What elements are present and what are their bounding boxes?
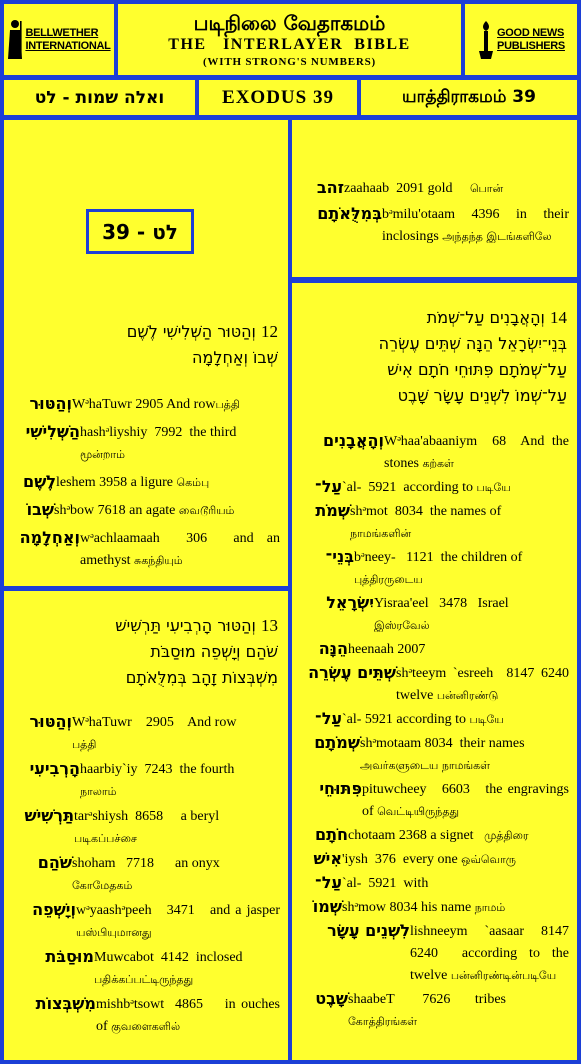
hebrew-word: וְהַטּוּר: [29, 712, 72, 731]
hebrew-word: בְּנֵי־: [325, 547, 354, 566]
hebrew-word: לֶשֶׁם: [23, 472, 56, 491]
hebrew-word: וְהָאֲבָנִים: [323, 431, 384, 450]
gloss-text: shᵊmow 8034 his name: [342, 900, 472, 915]
tamil-gloss: பத்தி: [72, 738, 97, 751]
gloss-text: pituwcheey 6603 the engravings of: [362, 782, 573, 819]
tamil-gloss: பன்னிரண்டு: [436, 689, 499, 702]
gloss-text: `al- 5921 according to: [342, 712, 467, 727]
verse-number: 14: [550, 308, 567, 327]
tamil-gloss: நாலாம்: [80, 785, 117, 798]
hebrew-word: וְאַחְלָמָה: [19, 528, 80, 547]
good-news-logo: [477, 19, 565, 61]
logo-line-1: BELLWETHER: [25, 26, 99, 39]
word-entry: [12, 500, 280, 522]
tamil-gloss: ஒவ்வொரு: [461, 853, 516, 866]
hebrew-word: עַל־: [315, 477, 342, 496]
hebrew-word: שָׁבֶט: [315, 989, 348, 1008]
tamil-gloss: நாமங்களின்: [350, 527, 412, 540]
tamil-gloss: பதிக்கப்பட்டிருந்தது: [94, 973, 194, 986]
shepherd-figure-icon: [7, 19, 23, 61]
gloss-text: tarᵊshiysh 8658 a beryl: [74, 809, 220, 824]
tamil-gloss: கோமேதகம்: [72, 879, 133, 892]
gloss-text: shᵊteeym `esreeh 8147 6240 twelve: [396, 666, 576, 703]
hebrew-line: שֹׁהַם וְיָשְׁפֵה מוּסַבֹּת: [150, 642, 278, 661]
word-entry: [12, 806, 280, 850]
verse-11-end-panel: [292, 120, 577, 277]
hebrew-line: עַל־שְׁמוֹ לִשְׁנֵים עָשָׂר שָׁבֶט: [397, 386, 567, 405]
hebrew-word: הַשְּׁלִישִׁי: [25, 422, 80, 441]
gloss-text: wᵊyaashᵊpeeh 3471 and a jasper: [76, 903, 280, 918]
verse-12-entries: [12, 394, 284, 572]
gloss-text: chotaam 2368 a signet: [348, 828, 474, 843]
verse-14-panel: [292, 283, 577, 1060]
title-box: [118, 4, 461, 75]
tamil-gloss: வெட்டியிருந்தது: [377, 805, 460, 818]
hebrew-word: הֵנָּה: [318, 639, 348, 658]
page-title: THE INTERLAYER BIBLE: [168, 35, 411, 53]
word-entry: [300, 709, 569, 731]
word-entry: [300, 849, 569, 871]
word-entry: [300, 593, 569, 637]
hebrew-word: מִשְׁבְּצוֹת: [35, 994, 96, 1013]
word-entry: [300, 178, 569, 200]
gloss-text: haarbiy`iy 7243 the fourth: [80, 762, 235, 777]
gloss-text: WᵊhaTuwr 2905 And row: [72, 715, 237, 730]
tamil-gloss: சுகந்தியும்: [134, 554, 183, 567]
hebrew-word: שְׁתֵּים עֶשְׂרֵה: [308, 663, 396, 682]
word-entry: [300, 873, 569, 895]
word-entry: [300, 663, 576, 707]
hebrew-word: וְהַטּוּר: [29, 394, 72, 413]
hebrew-word: עַל־: [315, 709, 342, 728]
word-entry: [300, 897, 569, 919]
logo-line-2: INTERNATIONAL: [25, 39, 111, 52]
word-entry: [300, 501, 569, 545]
logo-line-2: PUBLISHERS: [497, 39, 565, 52]
word-entry: [12, 947, 280, 991]
gloss-text: mishbᵊtsowt 4865 in ouches of: [96, 997, 284, 1034]
page-subtitle: (WITH STRONG'S NUMBERS): [202, 55, 377, 68]
word-entry: [300, 989, 569, 1033]
gloss-text: shᵊmot 8034 the names of: [350, 504, 502, 519]
hebrew-word: חֹתָם: [314, 825, 348, 844]
gloss-text: wᵊachlaamaah 306 and an amethyst: [80, 531, 284, 568]
tamil-book-text: யாத்திராகமம் 39: [402, 86, 536, 107]
hebrew-word: מוּסַבֹּת: [45, 947, 94, 966]
verse-11-entries: [300, 178, 573, 248]
hebrew-word: שְׁמֹת: [315, 501, 350, 520]
hebrew-word: שְׁמוֹ: [312, 897, 342, 916]
gloss-text: heenaah 2007: [348, 642, 426, 657]
tamil-gloss: கற்கள்: [422, 457, 454, 470]
gloss-text: Muwcabot 4142 inclosed: [94, 950, 243, 965]
tamil-gloss: பொன்: [469, 182, 504, 195]
hebrew-line: עַל־שְׁמֹתָם פִּתּוּחֵי חֹתָם אִישׁ: [387, 360, 567, 379]
verse-number: 13: [261, 616, 278, 635]
bellwether-logo: [7, 19, 110, 61]
logo-line-1: GOOD NEWS: [497, 26, 565, 39]
tamil-gloss: அவர்களுடைய நாமங்கள்: [360, 759, 491, 772]
english-book-text: EXODUS 39: [222, 86, 334, 108]
tamil-gloss: நாமம்: [474, 901, 506, 914]
word-entry: [12, 759, 280, 803]
verse-14-entries: [300, 431, 576, 1033]
tamil-gloss: வைடூரியம்: [178, 504, 235, 517]
hebrew-word: בְּמִלֻּאֹתָם: [317, 204, 382, 223]
gloss-text: Yisraa'eel 3478 Israel: [374, 596, 509, 611]
word-entry: [12, 528, 284, 572]
word-entry: [300, 733, 569, 777]
tamil-gloss: யஸ்பியுமானது: [76, 926, 152, 939]
hebrew-line: וְהַטּוּר הַשְּׁלִישִׁי לֶשֶׁם: [126, 322, 256, 341]
hebrew-word: יִשְׂרָאֵל: [326, 593, 374, 612]
gloss-text: bᵊneey- 1121 the children of: [354, 550, 523, 565]
gloss-text: shaabeT 7626 tribes: [348, 992, 506, 1007]
gloss-text: `al- 5921 with: [342, 876, 429, 891]
word-entry: [300, 477, 569, 499]
gloss-text: WᵊhaTuwr 2905 And row: [72, 397, 216, 412]
title-tamil: படிநிலை வேதாகமம்: [193, 10, 386, 35]
hebrew-book-label: [4, 80, 195, 115]
verse-13-panel: [4, 591, 288, 1060]
verse-12-hebrew: [4, 319, 288, 371]
word-entry: [300, 204, 573, 248]
chapter-badge-text: 39 - לט: [102, 219, 178, 244]
gloss-text: leshem 3958 a ligure: [56, 475, 174, 490]
word-entry: [300, 825, 569, 847]
tamil-gloss: படியே: [469, 713, 504, 726]
publisher-logo-left-box: [4, 4, 114, 75]
word-entry: [300, 431, 573, 475]
hebrew-word: זהב: [316, 178, 344, 197]
verse-14-hebrew: [292, 305, 577, 409]
gloss-text: `al- 5921 according to: [342, 480, 474, 495]
chapter-badge: [86, 209, 194, 254]
hebrew-word: פִּתּוּחֵי: [319, 779, 362, 798]
gloss-text: shoham 7718 an onyx: [72, 856, 220, 871]
hebrew-word: עַל־: [315, 873, 342, 892]
hebrew-word: אִישׁ: [313, 849, 342, 868]
word-entry: [12, 422, 280, 466]
tamil-gloss: புத்திரருடைய: [354, 573, 423, 586]
gloss-text: shᵊbow 7618 an agate: [54, 503, 176, 518]
tamil-gloss: குவளைகளில்: [111, 1020, 181, 1033]
tamil-gloss: படிகப்பச்சை: [74, 832, 137, 845]
gloss-text: zaahaab 2091 gold: [344, 181, 453, 196]
tamil-gloss: முத்திரை: [484, 829, 529, 842]
verse-13-hebrew: [4, 613, 288, 691]
hebrew-line: וְהַטּוּר הָרְבִיעִי תַּרְשִׁישׁ: [115, 616, 256, 635]
tamil-gloss: கோத்திரங்கள்: [348, 1015, 418, 1028]
hebrew-line: וְהָאֲבָנִים עַל־שְׁמֹת: [426, 308, 545, 327]
publisher-logo-right-box: [465, 4, 577, 75]
verse-13-entries: [12, 712, 284, 1038]
gloss-text: shᵊmotaam 8034 their names: [360, 736, 525, 751]
hebrew-line: בְּנֵי־יִשְׂרָאֵל הֵנָּה שְׁתֵּים עֶשְׂרֵה: [378, 334, 567, 353]
hebrew-line: שְׁבוֹ וְאַחְלָמָה: [192, 348, 278, 367]
hebrew-line: מִשְׁבְּצוֹת זָהָב בְּמִלֻּאֹתָם: [125, 668, 278, 687]
tamil-gloss: பன்னிரண்டின்படியே: [450, 969, 557, 982]
word-entry: [12, 394, 280, 416]
tamil-gloss: கெம்பு: [176, 476, 210, 489]
hebrew-word: שְׁמֹתָם: [314, 733, 360, 752]
word-entry: [300, 547, 569, 591]
word-entry: [300, 779, 573, 823]
hebrew-word: הָרְבִיעִי: [29, 759, 80, 778]
verse-12-panel: [4, 120, 288, 586]
word-entry: [12, 712, 280, 756]
tamil-book-label: [361, 80, 577, 115]
tamil-gloss: அந்தந்த இடங்களிலே: [442, 230, 552, 243]
hebrew-word: וְיָשְׁפֵה: [32, 900, 76, 919]
tamil-gloss: இஸ்ரவேல்: [374, 619, 430, 632]
word-entry: [12, 900, 280, 944]
hebrew-word: לִשְׁנֵים עָשָׂר: [327, 921, 410, 940]
hebrew-word: שֹׁהַם: [37, 853, 72, 872]
gloss-text: hashᵊliyshiy 7992 the third: [80, 425, 237, 440]
verse-number: 12: [261, 322, 278, 341]
lamp-figure-icon: [477, 19, 495, 61]
word-entry: [12, 853, 280, 897]
tamil-gloss: படியே: [476, 481, 511, 494]
word-entry: [300, 921, 573, 987]
hebrew-word: שְׁבוֹ: [26, 500, 54, 519]
word-entry: [12, 472, 280, 494]
gloss-text: bᵊmilu'otaam 4396 in their inclosings: [382, 207, 573, 244]
english-book-label: [199, 80, 357, 115]
gloss-text: lishneeym `aasaar 8147 6240 according to the twelve: [410, 924, 573, 983]
tamil-gloss: மூன்றாம்: [80, 448, 125, 461]
word-entry: [12, 994, 284, 1038]
tamil-gloss: பத்தி: [215, 398, 240, 411]
word-entry: [300, 639, 569, 661]
gloss-text: Wᵊhaa'abaaniym 68 And the stones: [384, 434, 573, 471]
gloss-text: 'iysh 376 every one: [342, 852, 458, 867]
hebrew-book-text: ואלה שמות - לט: [34, 87, 165, 108]
hebrew-word: תַּרְשִׁישׁ: [24, 806, 74, 825]
